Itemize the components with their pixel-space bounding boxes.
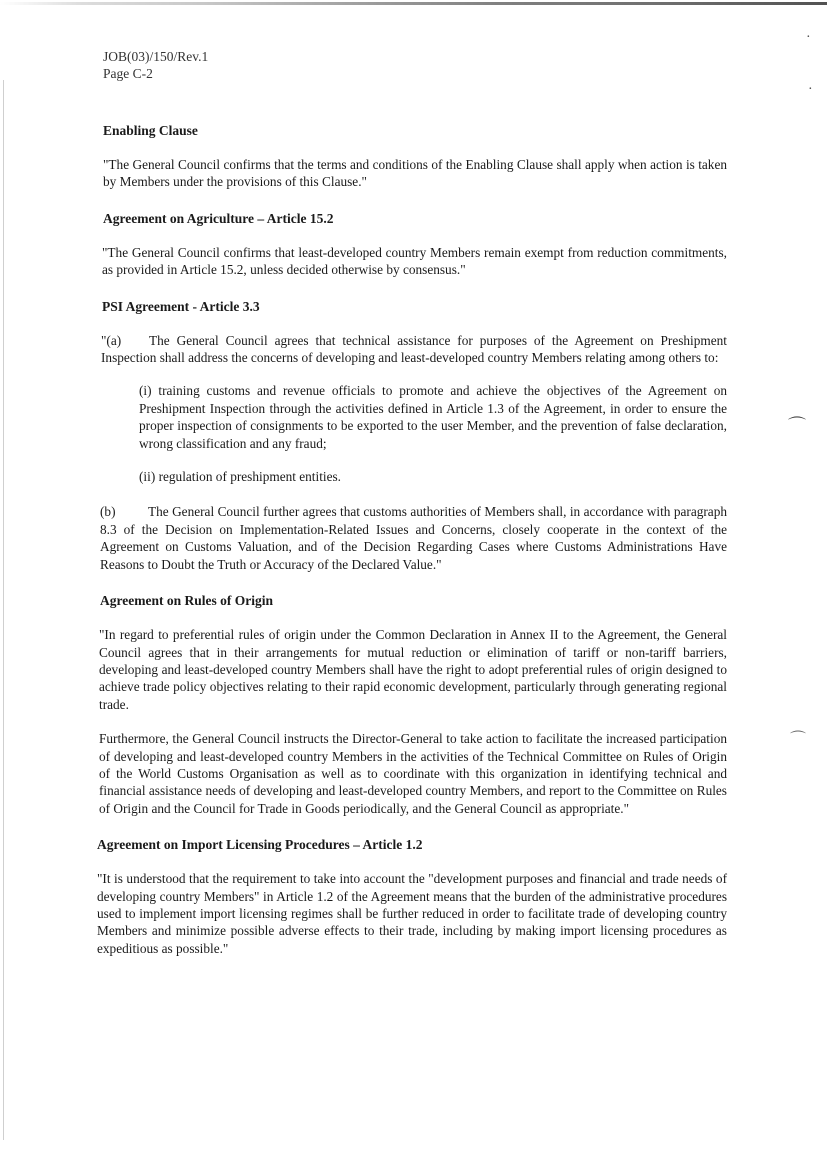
psi-label-a: "(a) <box>101 332 122 348</box>
enabling-clause-text: "The General Council confirms that the terms and conditions of the Enabling Clause shall apply when action is taken by Members under the provisions of this Clause." <box>103 157 727 190</box>
page-number: Page C-2 <box>103 66 153 81</box>
section-heading-rules-of-origin: Agreement on Rules of Origin <box>100 593 273 609</box>
section-heading-agriculture: Agreement on Agriculture – Article 15.2 <box>103 210 334 226</box>
section-heading-enabling-clause: Enabling Clause <box>103 123 198 138</box>
doc-reference: JOB(03)/150/Rev.1 <box>103 49 209 64</box>
psi-item-ii: (ii) regulation of preshipment entities. <box>139 469 341 485</box>
scan-speck: · <box>806 30 811 45</box>
import-licensing-text: "It is understood that the requirement to take into account the "development purposes and financial and trade needs of developing country Members" in Article 1.2 of the Agreement means that the burden of the administrative procedures used to implement import licensing regimes shall be further reduced in order to facilitate trade of developing country Members and minimize possible adverse effects to their trade, including by making import licensing procedures as expeditious as possible." <box>97 871 727 956</box>
scan-edge-line <box>0 2 827 5</box>
section-heading-psi: PSI Agreement - Article 3.3 <box>102 298 260 314</box>
rules-of-origin-paragraph-2: Furthermore, the General Council instructs the Director-General to take action to facilitate the increased participation of developing and least-developed country Members in the activities of the Technical Committee on Rules of Origin of the World Customs Organisation as well as to coordinate with this organization in identifying technical and financial assistance needs of developing and least-developed country Members, and report to the Committee on Rules of Origin and the Council for Trade in Goods periodically, and the General Council as appropriate." <box>99 731 727 816</box>
psi-paragraph-a <box>101 332 727 367</box>
psi-item-i: (i) training customs and revenue officials to promote and achieve the objectives of the Agreement on Preshipment Inspection through the activities defined in Article 1.3 of the Agreement, in order to ensure the proper inspection of consignments to be exported to the user Member, and the prevention of false declaration, wrong classification and any fraud; <box>139 383 727 451</box>
document-header <box>103 48 727 82</box>
psi-paragraph-b <box>100 503 727 573</box>
scan-speck: ⌒ <box>788 416 806 436</box>
section-heading-import-licensing: Agreement on Import Licensing Procedures – Article 1.2 <box>97 837 423 853</box>
rules-of-origin-paragraph-1: "In regard to preferential rules of origin under the Common Declaration in Annex II to the Agreement, the General Council agrees that in their arrangements for mutual reduction or elimination of tariff or non-tariff barriers, developing and least-developed country Members shall have the right to adopt preferential rules of origin designed to achieve trade policy objectives relating to their rapid economic development, particularly through generating regional trade. <box>99 627 727 712</box>
psi-paragraph-a-text: The General Council agrees that technical assistance for purposes of the Agreement on Preshipment Inspection shall address the concerns of developing and least-developed country Members relating among others to: <box>101 332 727 366</box>
scan-speck: · <box>808 82 813 97</box>
document-body <box>97 48 727 957</box>
psi-label-b: (b) <box>100 504 116 520</box>
agriculture-text: "The General Council confirms that least-developed country Members remain exempt from reduction commitments, as provided in Article 15.2, unless decided otherwise by consensus." <box>102 244 727 278</box>
scan-speck: ⌒ <box>790 731 807 748</box>
scan-left-edge <box>3 80 4 1140</box>
psi-paragraph-b-text: The General Council further agrees that customs authorities of Members shall, in accordance with paragraph 8.3 of the Decision on Implementation-Related Issues and Concerns, closely cooperate in the context of the Agreement on Customs Valuation, and of the Decision Regarding Cases where Customs Administrations Have Reasons to Doubt the Truth or Accuracy of the Declared Value." <box>100 504 727 572</box>
